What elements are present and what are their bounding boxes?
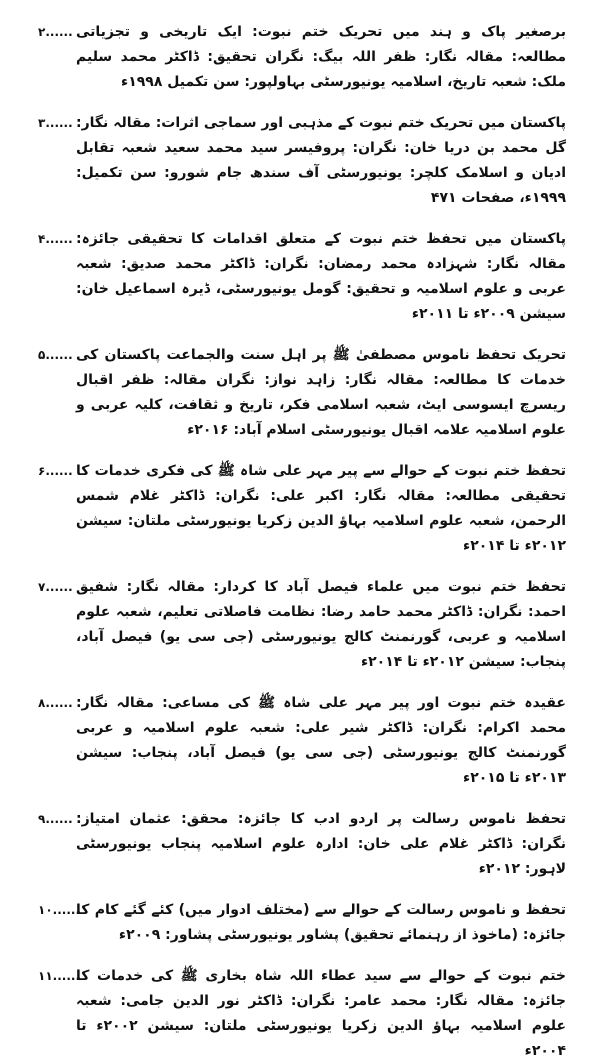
entry-number: ۸...... bbox=[38, 696, 73, 710]
list-item bbox=[22, 575, 576, 675]
list-item bbox=[22, 898, 576, 948]
entry-number: ۱۱...... bbox=[38, 969, 80, 983]
entry-text: تحفظ ختم نبوت میں علماء فیصل آباد کا کردار: مقالہ نگار: شفیق احمد: نگران: ڈاکٹر محمد حامد رضا: نظامت فاصلاتی تعلیم، شعبہ علوم اسلامیہ و عربی، گورنمنٹ کالج یونیورسٹی (جی سی یو) فیصل آباد، پنجاب: سیشن ۲۰۱۲ء تا ۲۰۱۴ء bbox=[76, 579, 566, 670]
entry-text: تحریک تحفظ ناموس مصطفیٰ ﷺ پر اہل سنت والجماعت پاکستان کی خدمات کا مطالعہ: مقالہ نگار: زاہد نواز: نگران مقالہ: ظفر اقبال ریسرچ ایسوسی ایٹ، شعبہ اسلامی فکر، تاریخ و ثقافت، کلیہ عربی و علوم اسلامیہ علامہ اقبال یونیورسٹی اسلام آباد: ۲۰۱۶ء bbox=[76, 347, 566, 438]
entry-text: پاکستان میں تحفظ ختم نبوت کے متعلق اقدامات کا تحقیقی جائزہ: مقالہ نگار: شہزادہ محمد رمضان: نگران: ڈاکٹر محمد صدیق: شعبہ عربی و علوم اسلامیہ و تحقیق: گومل یونیورسٹی، ڈیرہ اسماعیل خان: سیشن ۲۰۰۹ء تا ۲۰۱۱ء bbox=[76, 231, 566, 322]
entry-text: عقیدہ ختم نبوت اور پیر مہر علی شاہ ﷺ کی مساعی: مقالہ نگار: محمد اکرام: نگران: ڈاکٹر شیر علی: شعبہ علوم اسلامیہ و عربی گورنمنٹ کالج یونیورسٹی (جی سی یو) فیصل آباد، پنجاب: سیشن ۲۰۱۳ء تا ۲۰۱۵ء bbox=[76, 695, 566, 786]
list-item bbox=[22, 691, 576, 791]
entry-number: ۴...... bbox=[38, 232, 73, 246]
entry-number: ۱۰...... bbox=[38, 903, 80, 917]
entry-text: تحفظ ناموس رسالت پر اردو ادب کا جائزہ: محقق: عثمان امتیاز: نگران: ڈاکٹر غلام علی خان: ادارہ علوم اسلامیہ پنجاب یونیورسٹی لاہور: ۲۰۱۲ء bbox=[76, 811, 566, 877]
entry-text: ختم نبوت کے حوالے سے سید عطاء اللہ شاہ بخاری ﷺ کی خدمات کا جائزہ: مقالہ نگار: محمد عامر: نگران: ڈاکٹر نور الدین جامی: شعبہ علوم اسلامیہ بہاؤ الدین زکریا یونیورسٹی ملتان: سیشن ۲۰۰۲ء تا ۲۰۰۴ء bbox=[76, 968, 567, 1059]
list-item bbox=[22, 20, 576, 95]
entry-number: ۷...... bbox=[38, 580, 73, 594]
list-item bbox=[22, 807, 576, 882]
list-item bbox=[22, 343, 576, 443]
list-item bbox=[22, 111, 576, 211]
entry-text: تحفظ و ناموس رسالت کے حوالے سے (مختلف ادوار میں) کئے گئے کام کا جائزہ: (ماخوذ از رہنمائے تحقیق) پشاور یونیورسٹی پشاور: ۲۰۰۹ء bbox=[76, 902, 566, 943]
entry-number: ۲...... bbox=[38, 25, 73, 39]
entry-text: تحفظ ختم نبوت کے حوالے سے پیر مہر علی شاہ ﷺ کی فکری خدمات کا تحقیقی مطالعہ: مقالہ نگار: اکبر علی: نگران: ڈاکٹر غلام شمس الرحمن، شعبہ علوم اسلامیہ بہاؤ الدین زکریا یونیورسٹی ملتان: سیشن ۲۰۱۲ء تا ۲۰۱۴ء bbox=[76, 463, 566, 554]
entry-number: ۹...... bbox=[38, 812, 73, 826]
entry-number: ۶...... bbox=[38, 464, 73, 478]
list-item bbox=[22, 964, 576, 1064]
list-item bbox=[22, 459, 576, 559]
entry-text: برصغیر پاک و ہند میں تحریک ختم نبوت: ایک تاریخی و تجزیاتی مطالعہ: مقالہ نگار: ظفر اللہ بیگ: نگران تحقیق: ڈاکٹر محمد سلیم ملک: شعبہ تاریخ، اسلامیہ یونیورسٹی بہاولپور: سن تکمیل ۱۹۹۸ء bbox=[76, 24, 566, 90]
entry-number: ۵...... bbox=[38, 348, 73, 362]
entry-text: پاکستان میں تحریک ختم نبوت کے مذہبی اور سماجی اثرات: مقالہ نگار: گل محمد بن دریا خان: نگران: پروفیسر سید محمد سعید شعبہ تقابل ادیان و اسلامک کلچر: یونیورسٹی آف سندھ جام شورو: سن تکمیل: ۱۹۹۹ء، صفحات ۴۷۱ bbox=[76, 115, 566, 206]
list-item bbox=[22, 227, 576, 327]
entry-number: ۳...... bbox=[38, 116, 73, 130]
